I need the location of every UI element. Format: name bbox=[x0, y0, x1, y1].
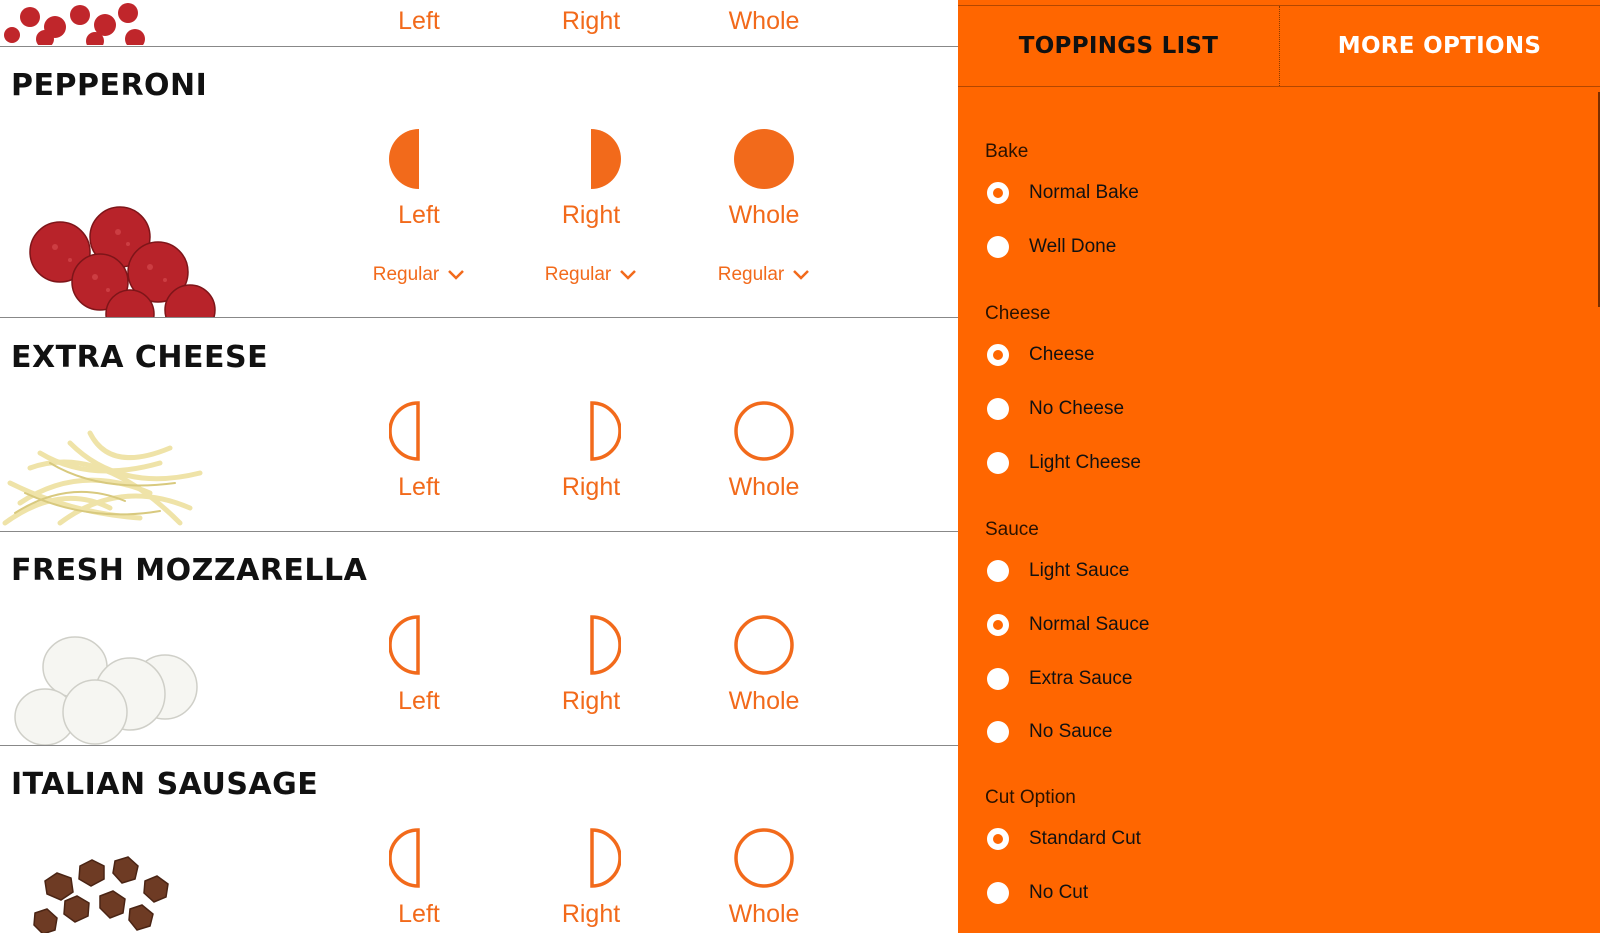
sauce-group-title: Sauce bbox=[985, 519, 1039, 540]
option-left-label: Left bbox=[398, 473, 440, 501]
amount-value: Regular bbox=[717, 264, 785, 285]
radio-unselected-icon bbox=[987, 398, 1009, 420]
radio-label: Cheese bbox=[1029, 344, 1095, 365]
topping-name: EXTRA CHEESE bbox=[11, 340, 269, 375]
topping-right-option[interactable] bbox=[521, 0, 661, 34]
option-right-label: Right bbox=[561, 687, 621, 715]
option-right-label: Right bbox=[561, 201, 621, 229]
radio-label: Extra Sauce bbox=[1029, 668, 1133, 689]
topping-right-option[interactable] bbox=[521, 401, 661, 500]
panel-tabs bbox=[958, 5, 1600, 87]
mozzarella-image bbox=[0, 632, 220, 745]
topping-row-fresh-mozzarella bbox=[0, 532, 958, 745]
topping-name: ITALIAN SAUSAGE bbox=[11, 767, 319, 802]
radio-selected-icon bbox=[987, 828, 1009, 850]
option-right-label: Right bbox=[561, 473, 621, 501]
radio-selected-icon bbox=[987, 614, 1009, 636]
option-left-label: Left bbox=[398, 687, 440, 715]
topping-name: FRESH MOZZARELLA bbox=[11, 553, 368, 588]
topping-left-option[interactable] bbox=[349, 129, 489, 228]
chevron-down-icon bbox=[792, 269, 810, 281]
option-right-label: Right bbox=[561, 7, 621, 35]
right-amount-dropdown[interactable] bbox=[521, 264, 661, 286]
topping-left-option[interactable] bbox=[349, 401, 489, 500]
radio-normal-bake[interactable] bbox=[987, 178, 1139, 208]
radio-no-cut[interactable] bbox=[987, 878, 1088, 908]
left-half-outline-icon bbox=[389, 401, 449, 461]
topping-whole-option[interactable] bbox=[694, 828, 834, 927]
radio-label: No Sauce bbox=[1029, 721, 1113, 742]
radio-unselected-icon bbox=[987, 560, 1009, 582]
topping-whole-option[interactable] bbox=[694, 401, 834, 500]
option-left-label: Left bbox=[398, 900, 440, 928]
whole-circle-outline-icon bbox=[734, 401, 794, 461]
radio-unselected-icon bbox=[987, 721, 1009, 743]
left-half-outline-icon bbox=[389, 615, 449, 675]
more-options-panel bbox=[958, 0, 1600, 933]
radio-selected-icon bbox=[987, 182, 1009, 204]
pepperoni-image bbox=[0, 0, 160, 45]
radio-standard-cut[interactable] bbox=[987, 824, 1141, 854]
radio-label: Light Sauce bbox=[1029, 560, 1130, 581]
radio-label: Normal Bake bbox=[1029, 182, 1139, 203]
topping-whole-option[interactable] bbox=[694, 0, 834, 34]
topping-right-option[interactable] bbox=[521, 615, 661, 714]
radio-unselected-icon bbox=[987, 452, 1009, 474]
radio-unselected-icon bbox=[987, 882, 1009, 904]
radio-label: Light Cheese bbox=[1029, 452, 1141, 473]
chevron-down-icon bbox=[619, 269, 637, 281]
radio-label: No Cheese bbox=[1029, 398, 1125, 419]
topping-whole-option[interactable] bbox=[694, 615, 834, 714]
radio-no-cheese[interactable] bbox=[987, 394, 1124, 424]
tab-more-options[interactable]: MORE OPTIONS bbox=[1337, 33, 1542, 59]
radio-light-sauce[interactable] bbox=[987, 556, 1129, 586]
radio-cheese[interactable] bbox=[987, 340, 1095, 370]
topping-right-option[interactable] bbox=[521, 828, 661, 927]
radio-light-cheese[interactable] bbox=[987, 448, 1141, 478]
shredded-cheese-image bbox=[0, 423, 220, 531]
topping-row-pepperoni bbox=[0, 47, 958, 317]
sausage-image bbox=[25, 841, 185, 933]
bake-group-title: Bake bbox=[985, 141, 1029, 162]
radio-extra-sauce[interactable] bbox=[987, 664, 1133, 694]
right-half-outline-icon bbox=[561, 828, 621, 888]
option-whole-label: Whole bbox=[728, 473, 800, 501]
topping-whole-option[interactable] bbox=[694, 129, 834, 228]
tab-toppings-list[interactable]: TOPPINGS LIST bbox=[958, 6, 1280, 86]
option-left-label: Left bbox=[398, 7, 440, 35]
topping-left-option[interactable] bbox=[349, 615, 489, 714]
right-half-outline-icon bbox=[561, 615, 621, 675]
radio-label: Normal Sauce bbox=[1029, 614, 1150, 635]
option-left-label: Left bbox=[398, 201, 440, 229]
chevron-down-icon bbox=[447, 269, 465, 281]
topping-right-option[interactable] bbox=[521, 129, 661, 228]
radio-label: Well Done bbox=[1029, 236, 1117, 257]
topping-row bbox=[0, 0, 958, 45]
whole-circle-icon bbox=[734, 129, 794, 189]
whole-circle-outline-icon bbox=[734, 615, 794, 675]
option-whole-label: Whole bbox=[728, 687, 800, 715]
cheese-group-title: Cheese bbox=[985, 303, 1051, 324]
right-half-outline-icon bbox=[561, 401, 621, 461]
radio-label: Standard Cut bbox=[1029, 828, 1141, 849]
cut-option-group-title: Cut Option bbox=[985, 787, 1076, 808]
radio-selected-icon bbox=[987, 344, 1009, 366]
whole-amount-dropdown[interactable] bbox=[694, 264, 834, 286]
left-half-outline-icon bbox=[389, 828, 449, 888]
radio-normal-sauce[interactable] bbox=[987, 610, 1149, 640]
amount-value: Regular bbox=[372, 264, 440, 285]
radio-well-done[interactable] bbox=[987, 232, 1116, 262]
option-whole-label: Whole bbox=[728, 201, 800, 229]
left-amount-dropdown[interactable] bbox=[349, 264, 489, 286]
radio-label: No Cut bbox=[1029, 882, 1089, 903]
pepperoni-image bbox=[0, 202, 240, 317]
whole-circle-outline-icon bbox=[734, 828, 794, 888]
topping-left-option[interactable] bbox=[349, 828, 489, 927]
option-whole-label: Whole bbox=[728, 900, 800, 928]
option-whole-label: Whole bbox=[728, 7, 800, 35]
right-half-icon bbox=[561, 129, 621, 189]
amount-value: Regular bbox=[544, 264, 612, 285]
left-half-icon bbox=[389, 129, 449, 189]
topping-row-italian-sausage bbox=[0, 746, 958, 933]
radio-unselected-icon bbox=[987, 668, 1009, 690]
topping-name: PEPPERONI bbox=[11, 68, 208, 103]
radio-unselected-icon bbox=[987, 236, 1009, 258]
option-right-label: Right bbox=[561, 900, 621, 928]
topping-left-option[interactable] bbox=[349, 0, 489, 34]
radio-no-sauce[interactable] bbox=[987, 717, 1112, 747]
topping-row-extra-cheese bbox=[0, 318, 958, 531]
